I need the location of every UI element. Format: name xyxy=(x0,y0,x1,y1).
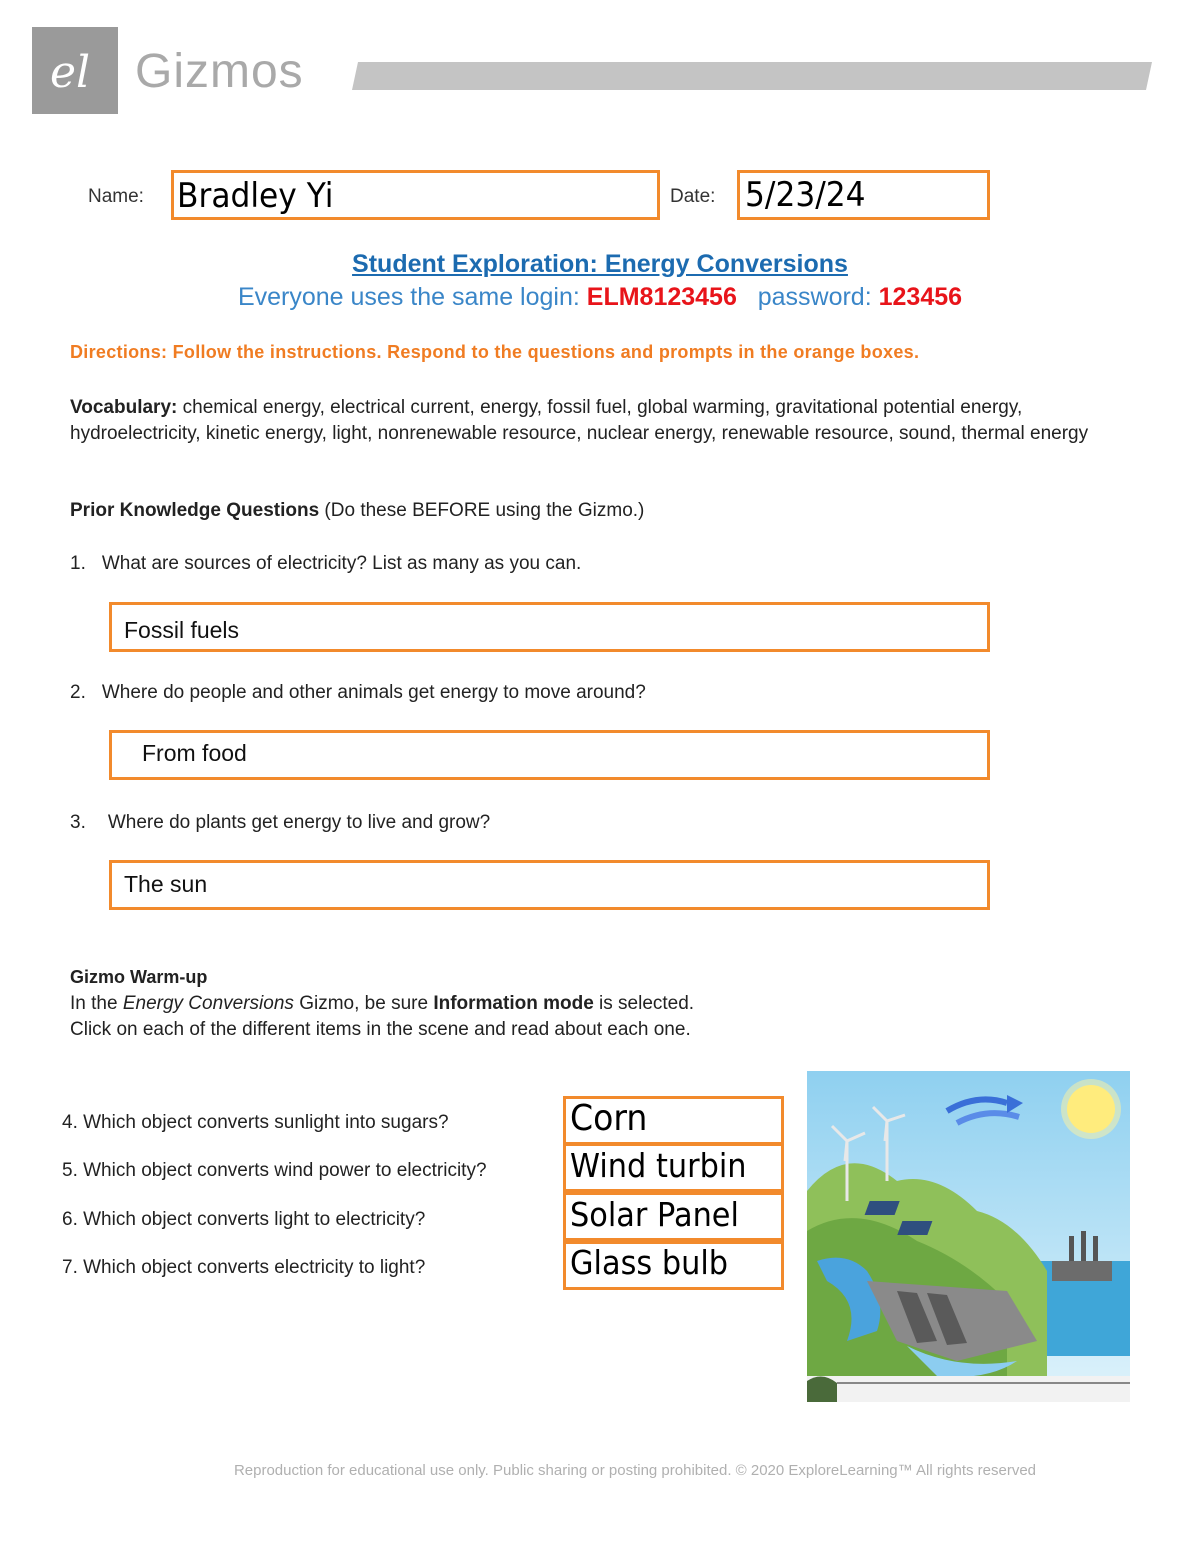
prior-label: Prior Knowledge Questions xyxy=(70,500,320,521)
directions: Directions: Follow the instructions. Respond to the questions and prompts in the orange boxes. xyxy=(70,342,920,362)
brand-title: Gizmos xyxy=(135,45,304,98)
warmup-answer-5: Wind turbin xyxy=(570,1146,747,1185)
date-label: Date: xyxy=(670,186,716,207)
warmup-question-7: 7. Which object converts electricity to light? xyxy=(62,1257,426,1278)
name-value: Bradley Yi xyxy=(177,176,334,216)
footer-copyright: Reproduction for educational use only. Public sharing or posting prohibited. © 2020 ExploreLearning™ All rights reserved xyxy=(233,1462,1037,1479)
warmup-answer-4: Corn xyxy=(570,1098,648,1139)
warmup-question-4: 4. Which object converts sunlight into sugars? xyxy=(62,1112,449,1133)
password-value: 123456 xyxy=(878,283,963,311)
vocabulary-label: Vocabulary: xyxy=(70,397,178,418)
question-1: 1. What are sources of electricity? List as many as you can. xyxy=(70,553,582,574)
warmup-line-2: Click on each of the different items in the scene and read about each one. xyxy=(70,1019,691,1040)
question-3: 3. Where do plants get energy to live and grow? xyxy=(70,812,491,833)
prior-note: (Do these BEFORE using the Gizmo.) xyxy=(319,500,645,521)
explorelearning-logo-icon xyxy=(32,27,118,114)
vocabulary-text: chemical energy, electrical current, energy, fossil fuel, global warming, gravitational potential energy, hydroelectricity, kinetic energy, light, nonrenewable resource, nuclear energy, renewable resource, sound, thermal energy xyxy=(70,397,1089,444)
answer-box-3[interactable] xyxy=(109,860,990,910)
question-2: 2. Where do people and other animals get energy to move around? xyxy=(70,682,646,703)
warmup-answer-6: Solar Panel xyxy=(570,1195,739,1234)
warmup-answer-7: Glass bulb xyxy=(570,1243,729,1282)
header-bar xyxy=(352,62,1152,90)
login-line xyxy=(0,283,1200,312)
warmup-question-6: 6. Which object converts light to electricity? xyxy=(62,1209,426,1230)
login-value: ELM8123456 xyxy=(586,283,737,311)
answer-1: Fossil fuels xyxy=(124,617,240,643)
name-label: Name: xyxy=(88,186,144,207)
answer-2: From food xyxy=(142,740,247,766)
warmup-line-1: In the Energy Conversions Gizmo, be sure Information mode is selected. xyxy=(70,993,695,1014)
prior-knowledge-heading xyxy=(70,500,644,522)
date-value: 5/23/24 xyxy=(745,175,866,215)
svg-text:el: el xyxy=(50,47,91,98)
login-prefix: Everyone uses the same login: xyxy=(237,283,587,311)
vocabulary xyxy=(70,395,1130,447)
energy-scene-image xyxy=(807,1071,1130,1402)
page-title: Student Exploration: Energy Conversions xyxy=(352,250,848,278)
warmup-question-5: 5. Which object converts wind power to electricity? xyxy=(62,1160,487,1181)
answer-3: The sun xyxy=(124,871,208,897)
answer-box-1[interactable] xyxy=(109,602,990,652)
warmup-title: Gizmo Warm-up xyxy=(70,967,208,987)
password-label: password: xyxy=(757,283,879,311)
